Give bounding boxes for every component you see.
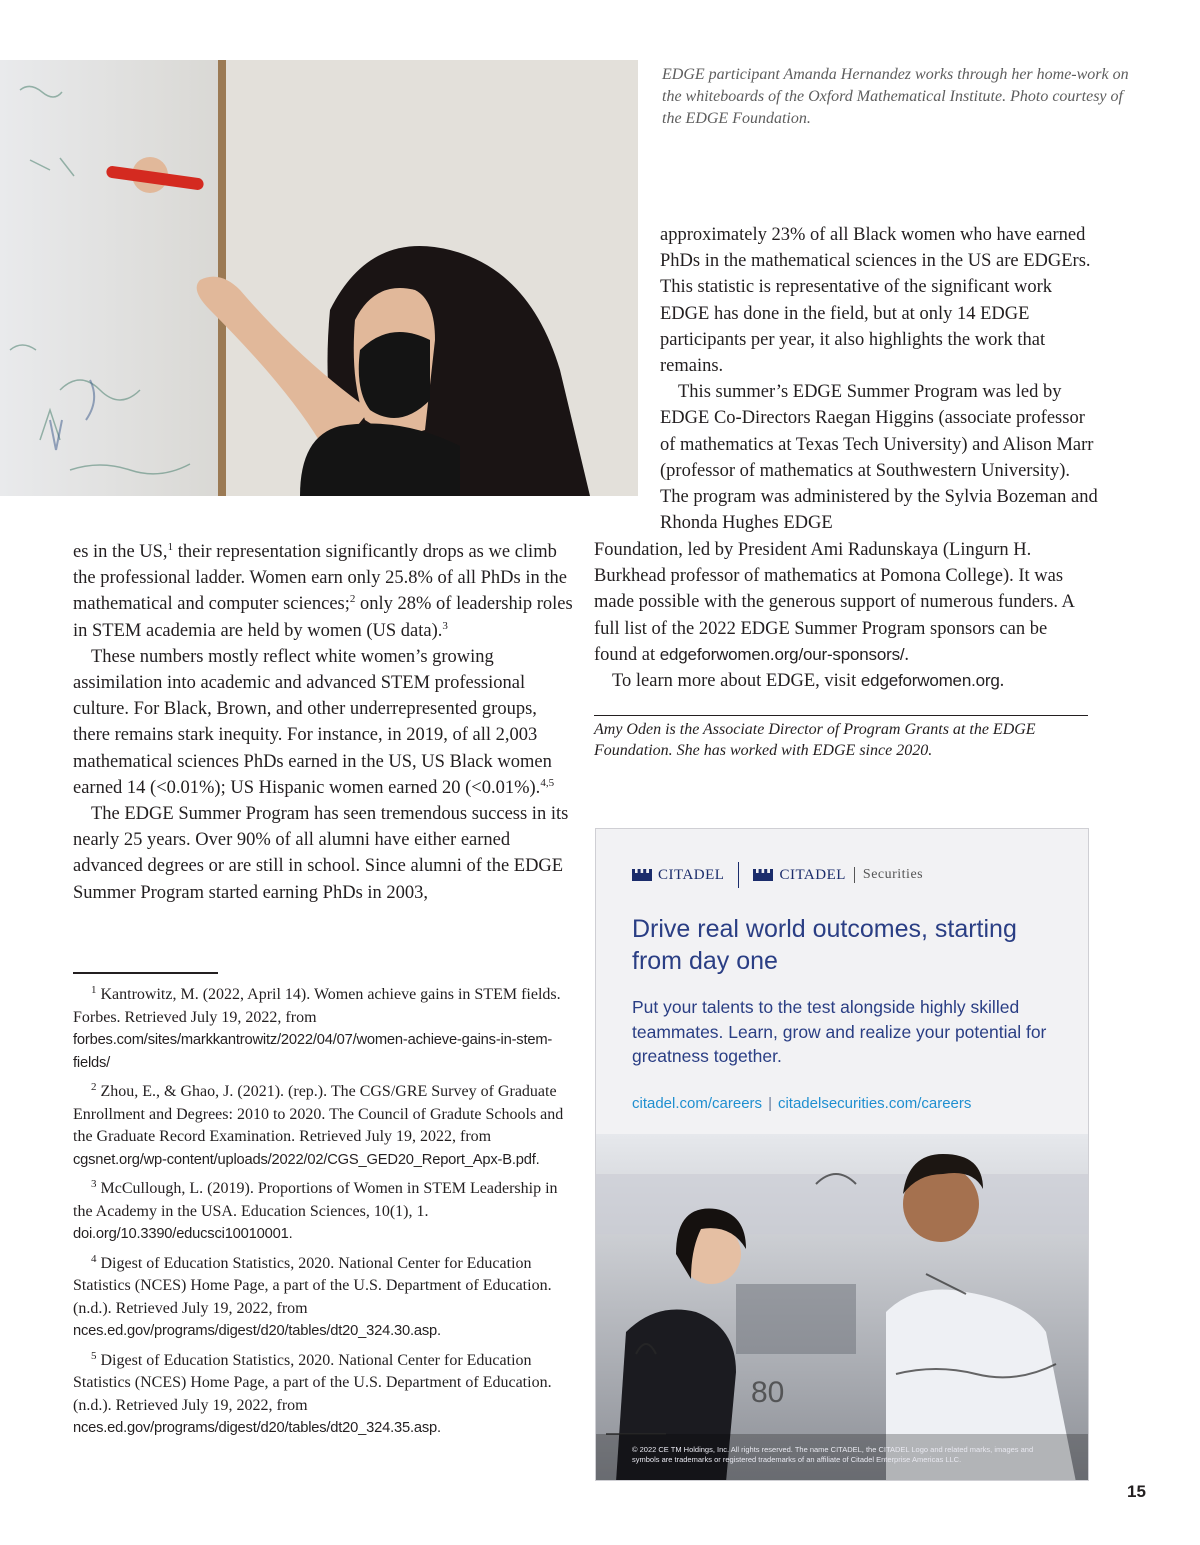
whiteboard-number: 80 — [751, 1376, 785, 1409]
page-number: 15 — [1127, 1482, 1146, 1501]
paragraph: approximately 23% of all Black women who have earned PhDs in the mathematical sciences in the US are EDGErs. This statistic is representative of the significant work EDGE has done in the field, but at only 14 EDGE participants per year, it also highlights the work that remains. — [660, 225, 1091, 377]
ad-subheadline: Put your talents to the test alongside highly skilled teammates. Learn, grow and realize your potential for greatness together. — [632, 997, 1047, 1066]
footnote: $^3$ McCullough, L. (2019). Proportions of Women in STEM Leadership in the Academy in the USA. Education Sciences, 10(1), 1. doi.org/10.3390/educsci10010001. — [73, 1178, 558, 1242]
article-column-left — [73, 539, 573, 906]
ad-legal-text: © 2022 CE TM Holdings, Inc. All rights reserved. The name CITADEL, the CITADEL Logo and related marks, images and symbols are trademarks or registered trademarks of an affiliate of Citadel Enterprise Americas LLC. — [632, 1445, 1034, 1464]
article-column-right-bottom — [594, 537, 1094, 694]
castle-icon — [753, 869, 773, 881]
footnote: $^1$ Kantrowitz, M. (2022, April 14). Women achieve gains in STEM fields. Forbes. Retrieved July 19, 2022, from forbes.com/sites/markkantrowitz/2022/04/07/women-achieve-gains-in-stem-fields/ — [73, 984, 561, 1071]
photo-caption: EDGE participant Amanda Hernandez works through her home-work on the whiteboards of the Oxford Mathematical Institute. Photo courtesy of the EDGE Foundation. — [662, 66, 1129, 127]
paragraph: Foundation, led by President Ami Radunskaya (Lingurn H. Burkhead professor of mathematics at Pomona College). It was made possible with the generous support of numerous funders. A full list of the 2022 EDGE Summer Program sponsors can be found at edgeforwomen.org/our-sponsors/. — [594, 540, 1074, 665]
article-photo — [0, 60, 638, 496]
footnote-link[interactable]: nces.ed.gov/programs/digest/d20/tables/dt20_324.35.asp. — [73, 1420, 441, 1436]
sponsors-link[interactable]: edgeforwomen.org/our-sponsors/ — [659, 644, 905, 664]
logo-divider — [738, 862, 739, 888]
paragraph: To learn more about EDGE, visit edgeforwomen.org. — [612, 671, 1005, 692]
footnote-link[interactable]: forbes.com/sites/markkantrowitz/2022/04/07/women-achieve-gains-in-stem-fields/ — [73, 1032, 553, 1071]
footnote: $^4$ Digest of Education Statistics, 2020. National Center for Education Statistics (NCES) Home Page, a part of the U.S. Department of Education. (n.d.). Retrieved July 19, 2022, from nces.ed.gov/programs/digest/d20/tables/dt20_324.30.asp. — [73, 1252, 552, 1339]
citadel-careers-link[interactable]: citadel.com/careers — [632, 1095, 763, 1112]
citadel-securities-logo: CITADEL — [779, 866, 846, 883]
footnote: $^5$ Digest of Education Statistics, 2020. National Center for Education Statistics (NCES) Home Page, a part of the U.S. Department of Education. (n.d.). Retrieved July 19, 2022, from nces.ed.gov/programs/digest/d20/tables/dt20_324.35.asp. — [73, 1349, 552, 1436]
bio-divider — [594, 715, 1088, 716]
citadel-securities-careers-link[interactable]: citadelsecurities.com/careers — [777, 1095, 972, 1112]
securities-label: Securities — [854, 867, 923, 883]
ad-links: citadel.com/careers | citadelsecurities.com/careers — [632, 1095, 972, 1112]
ad-photo — [596, 1134, 1089, 1481]
footnote-divider — [73, 972, 218, 974]
paragraph: The EDGE Summer Program has seen tremendous success in its nearly 25 years. Over 90% of all alumni have either earned advanced degrees or are still in school. Since alumni of the EDGE Summer Program started earning PhDs in 2003, — [73, 804, 569, 903]
ad-logos — [632, 861, 923, 889]
author-bio: Amy Oden is the Associate Director of Program Grants at the EDGE Foundation. She has worked with EDGE since 2020. — [594, 721, 1036, 759]
footnote: $^2$ Zhou, E., & Ghao, J. (2021). (rep.). The CGS/GRE Survey of Graduate Enrollment and Degrees: 2010 to 2020. The Council of Gradute Schools and the Graduate Record Examination. Retrieved July 19, 2022, from cgsnet.org/wp-content/uploads/2022/02/CGS_GED20_Report_Apx-B.pdf. — [73, 1081, 564, 1168]
citadel-advertisement — [595, 828, 1089, 1481]
article-column-right-top — [660, 222, 1100, 536]
paragraph: es in the US,$^1$ their representation significantly drops as we climb the professional ladder. Women earn only 25.8% of all PhDs in the mathematical and computer sciences;$^2$ only 28% of leadership roles in STEM academia are held by women (US data).$^3$ — [73, 541, 573, 641]
footnote-link[interactable]: nces.ed.gov/programs/digest/d20/tables/dt20_324.30.asp. — [73, 1323, 441, 1339]
footnote-link[interactable]: doi.org/10.3390/educsci10010001. — [73, 1226, 293, 1242]
citadel-logo: CITADEL — [658, 866, 725, 883]
photo-illustration — [0, 60, 638, 496]
ad-headline: Drive real world outcomes, starting from day one — [632, 915, 1017, 975]
footnotes — [73, 984, 565, 1447]
paragraph: This summer’s EDGE Summer Program was led by EDGE Co-Directors Raegan Higgins (associate professor of mathematics at Texas Tech University) and Alison Marr (professor of mathematics at Southwestern University). The program was administered by the Sylvia Bozeman and Rhonda Hughes EDGE — [660, 382, 1098, 534]
footnote-link[interactable]: cgsnet.org/wp-content/uploads/2022/02/CGS_GED20_Report_Apx-B.pdf. — [73, 1151, 540, 1168]
paragraph: These numbers mostly reflect white women’s growing assimilation into academic and advanced STEM professional culture. For Black, Brown, and other underrepresented groups, there remains stark inequity. For instance, in 2019, of all 2,003 mathematical sciences PhDs earned in the US, US Black women earned 14 (<0.01%); US Hispanic women earned 20 (<0.01%).$^{4,5}$ — [73, 646, 555, 798]
edge-link[interactable]: edgeforwomen.org — [860, 671, 1000, 691]
castle-icon — [632, 869, 652, 881]
